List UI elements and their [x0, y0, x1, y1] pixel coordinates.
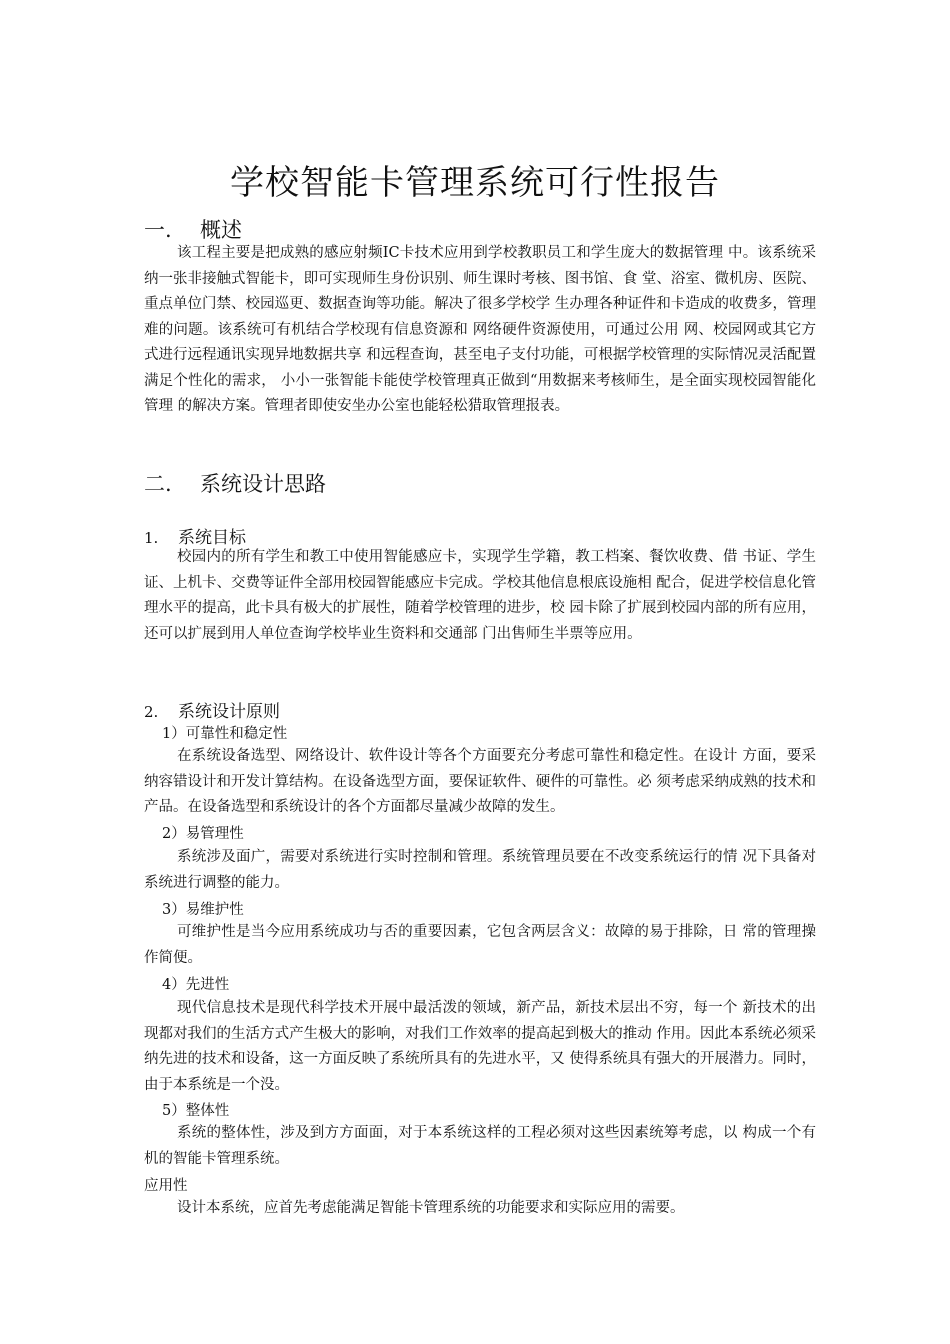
section-number: 一. — [144, 218, 172, 242]
subsection-title: 系统目标 — [178, 528, 246, 548]
principle-paragraph-reliability: 在系统设备选型、网络设计、软件设计等各个方面要充分考虑可靠性和稳定性。在设计 方面，要采纳容错设计和开发计算结构。在设备选型方面，要保证软件、硬件的可靠性。必 须考虑采纳成熟的技术和产品。在设备选型和系统设计的各个方面都尽量减少故障的发生。 — [144, 748, 816, 815]
subsection-title: 系统设计原则 — [178, 702, 280, 722]
principle-label-manageability: 2）易管理性 — [162, 826, 244, 842]
goal-paragraph: 校园内的所有学生和教工中使用智能感应卡，实现学生学籍，教工档案、餐饮收费、借 书证、学生证、上机卡、交费等证件全部用校园智能感应卡完成。学校其他信息根底设施相 配合，促进学校信息化管理水平的提高，此卡具有极大的扩展性，随着学校管理的进步，校 园卡除了扩展到校园内部的所有应用，还可以扩展到用人单位查询学校毕业生资料和交通部 门出售师生半票等应用。 — [144, 549, 816, 642]
section-heading-design — [144, 468, 326, 498]
subsection-heading-principles — [144, 697, 280, 722]
document-title: 学校智能卡管理系统可行性报告 — [230, 162, 720, 203]
principle-label-integrity: 5）整体性 — [162, 1103, 230, 1119]
principle-label-reliability: 1）可靠性和稳定性 — [162, 726, 288, 742]
principle-paragraph-maintainability: 可维护性是当今应用系统成功与否的重要因素，它包含两层含义：故障的易于排除，日 常的管理操作简便。 — [144, 924, 816, 966]
principle-label-advancement: 4）先进性 — [162, 977, 230, 993]
section-heading-overview — [144, 214, 242, 244]
principle-paragraph-advancement: 现代信息技术是现代科学技术开展中最活泼的领域，新产品，新技术层出不穷，每一个 新技术的出现都对我们的生活方式产生极大的影响，对我们工作效率的提高起到极大的推动 作用。因此本系统必须采纳先进的技术和设备，这一方面反映了系统所具有的先进水平，又 使得系统具有强大的开展潜力。同时，由于本系统是一个没。 — [144, 1000, 816, 1093]
principle-label-applicability: 应用性 — [144, 1178, 188, 1194]
principle-label-maintainability: 3）易维护性 — [162, 902, 244, 918]
section-title: 概述 — [200, 218, 242, 242]
section-title: 系统设计思路 — [200, 472, 326, 496]
principle-paragraph-manageability: 系统涉及面广，需要对系统进行实时控制和管理。系统管理员要在不改变系统运行的情 况下具备对系统进行调整的能力。 — [144, 849, 816, 891]
overview-paragraph: 该工程主要是把成熟的感应射频IC卡技术应用到学校教职员工和学生庞大的数据管理 中。该系统采纳一张非接触式智能卡，即可实现师生身份识别、师生课时考核、图书馆、食 堂、浴室、微机房、医院、重点单位门禁、校园巡更、数据查询等功能。解决了很多学校学 生办理各种证件和卡造成的收费多，管理难的问题。该系统可有机结合学校现有信息资源和 网络硬件资源使用，可通过公用 网、校园网或其它方式进行远程通讯实现异地数据共享 和远程查询，甚至电子支付功能，可根据学校管理的实际情况灵活配置满足个性化的需求， 小小一张智能卡能使学校管理真正做到“用数据来考核师生，是全面实现校园智能化管理 的解决方案。管理者即使安坐办公室也能轻松猎取管理报表。 — [144, 245, 816, 414]
subsection-number: 2. — [144, 703, 159, 721]
principle-paragraph-integrity: 系统的整体性，涉及到方方面面，对于本系统这样的工程必须对这些因素统筹考虑，以 构成一个有机的智能卡管理系统。 — [144, 1125, 816, 1167]
principle-paragraph-applicability: 设计本系统，应首先考虑能满足智能卡管理系统的功能要求和实际应用的需要。 — [177, 1200, 685, 1216]
subsection-number: 1. — [144, 529, 159, 547]
section-number: 二. — [144, 472, 172, 496]
